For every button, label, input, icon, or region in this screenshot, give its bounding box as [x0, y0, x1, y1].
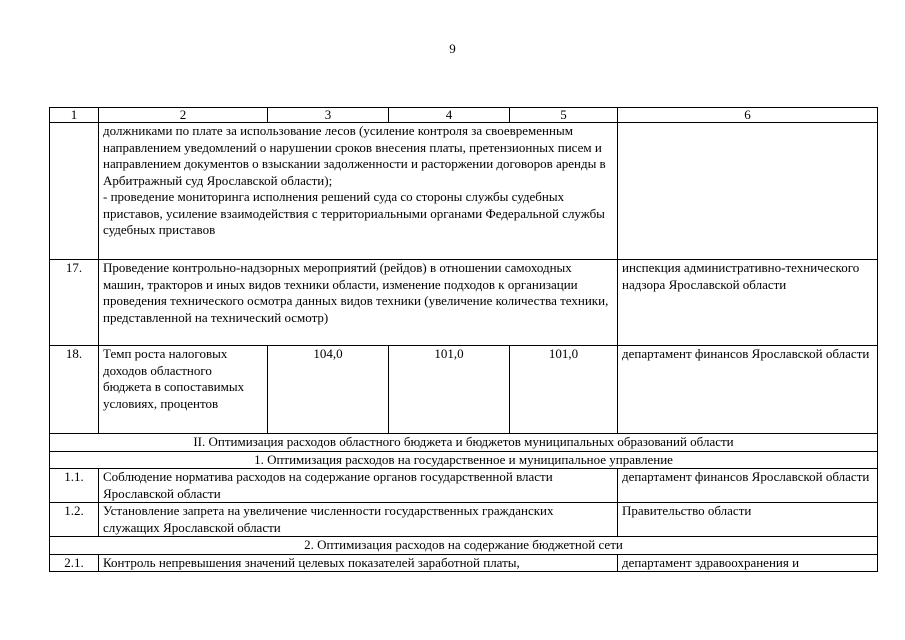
table-row — [50, 469, 878, 503]
section-row — [50, 434, 878, 452]
responsible-cell: департамент финансов Ярославской области — [618, 469, 878, 503]
header-cell: 6 — [618, 108, 878, 123]
section-heading: II. Оптимизация расходов областного бюджета и бюджетов муниципальных образований области — [50, 434, 878, 452]
header-cell: 5 — [510, 108, 618, 123]
responsible-cell: Правительство области — [618, 503, 878, 537]
measure-text: Контроль непревышения значений целевых показателей заработной платы, — [99, 554, 618, 572]
table-header-row — [50, 108, 878, 123]
page-number: 9 — [449, 41, 456, 56]
table-row — [50, 123, 878, 260]
subsection-heading: 1. Оптимизация расходов на государственное и муниципальное управление — [50, 451, 878, 469]
header-cell: 2 — [99, 108, 268, 123]
value-col4: 101,0 — [389, 346, 510, 434]
measure-text: Проведение контрольно-надзорных мероприятий (рейдов) в отношении самоходных машин, тракторов и иных видов техники области, изменение подходов к организации проведения технического осмотра данных видов техники (увеличение количества техники, представленной на технический осмотр) — [99, 260, 618, 346]
measure-text: Соблюдение норматива расходов на содержание органов государственной власти Ярославской области — [99, 469, 618, 503]
header-cell: 4 — [389, 108, 510, 123]
row-number: 2.1. — [50, 554, 99, 572]
responsible-cell: инспекция административно-технического надзора Ярославской области — [618, 260, 878, 346]
row-number: 1.2. — [50, 503, 99, 537]
subsection-row — [50, 537, 878, 555]
row-number: 17. — [50, 260, 99, 346]
measure-text: Установление запрета на увеличение численности государственных гражданских служащих Ярославской области — [99, 503, 618, 537]
row-number: 18. — [50, 346, 99, 434]
row-number — [50, 123, 99, 260]
measure-text: Темп роста налоговых доходов областного бюджета в сопоставимых условиях, процентов — [99, 346, 268, 434]
table-row — [50, 503, 878, 537]
responsible-cell — [618, 123, 878, 260]
header-cell: 1 — [50, 108, 99, 123]
subsection-row — [50, 451, 878, 469]
responsible-cell: департамент здравоохранения и — [618, 554, 878, 572]
row-number: 1.1. — [50, 469, 99, 503]
table-row — [50, 260, 878, 346]
value-col3: 104,0 — [268, 346, 389, 434]
header-cell: 3 — [268, 108, 389, 123]
measures-table — [49, 107, 878, 572]
value-col5: 101,0 — [510, 346, 618, 434]
subsection-heading: 2. Оптимизация расходов на содержание бюджетной сети — [50, 537, 878, 555]
table-row — [50, 554, 878, 572]
responsible-cell: департамент финансов Ярославской области — [618, 346, 878, 434]
measure-text: должниками по плате за использование лесов (усиление контроля за своевременным направлением уведомлений о нарушении сроков внесения платы, претензионных писем и направлением документов о взыскании задолженности и расторжении договоров аренды в Арбитражный суд Ярославской области); - проведение мониторинга исполнения решений суда со стороны службы судебных приставов, усиление взаимодействия с территориальными органами Федеральной службы судебных приставов — [99, 123, 618, 260]
table-row — [50, 346, 878, 434]
